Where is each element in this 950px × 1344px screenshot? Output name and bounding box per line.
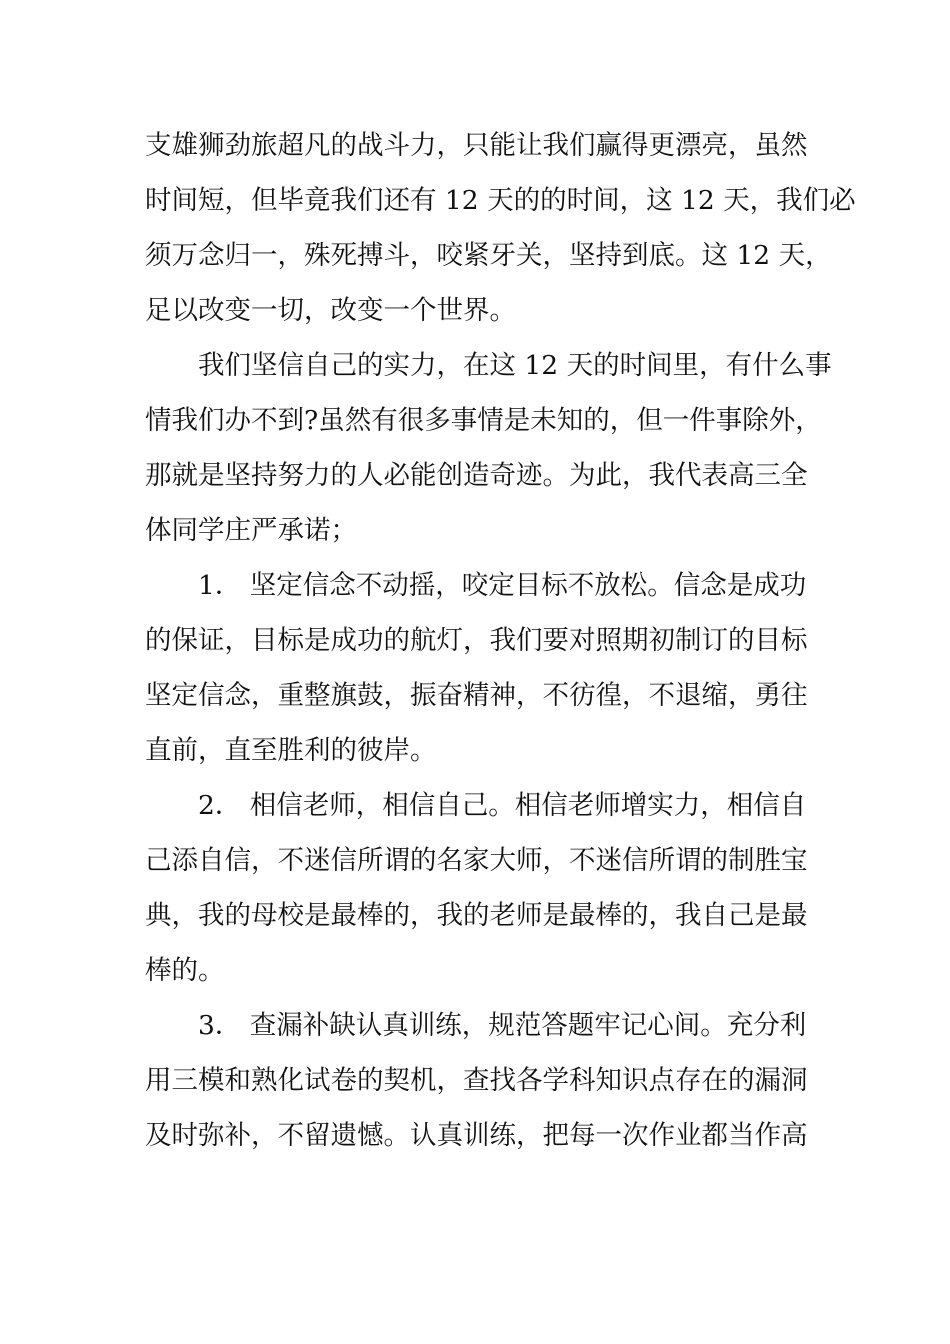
- paragraph-line: 支雄狮劲旅超凡的战斗力，只能让我们赢得更漂亮，虽然: [145, 130, 808, 161]
- paragraph-line: 3． 查漏补缺认真训练，规范答题牢记心间。充分利: [198, 1010, 807, 1041]
- paragraph-line: 情我们办不到?虽然有很多事情是未知的，但一件事除外，: [145, 405, 822, 436]
- paragraph-line: 足以改变一切，改变一个世界。: [145, 295, 516, 326]
- paragraph-line: 须万念归一，殊死搏斗，咬紧牙关，坚持到底。这 12 天，: [145, 240, 832, 271]
- paragraph-line: 体同学庄严承诺；: [145, 515, 357, 546]
- paragraph-5: [145, 998, 807, 1163]
- paragraph-line: 坚定信念，重整旗鼓，振奋精神，不彷徨，不退缩，勇往: [145, 680, 808, 711]
- paragraph-3: [145, 558, 807, 778]
- paragraph-line: 用三模和熟化试卷的契机，查找各学科知识点存在的漏洞: [145, 1065, 808, 1096]
- paragraph-4: [145, 778, 807, 998]
- paragraph-line: 2． 相信老师，相信自己。相信老师增实力，相信自: [198, 790, 807, 821]
- paragraph-line: 那就是坚持努力的人必能创造奇迹。为此，我代表高三全: [145, 460, 808, 491]
- paragraph-line: 的保证，目标是成功的航灯，我们要对照期初制订的目标: [145, 625, 808, 656]
- paragraph-2: [145, 338, 832, 558]
- paragraph-line: 1． 坚定信念不动摇，咬定目标不放松。信念是成功: [198, 570, 807, 601]
- paragraph-line: 及时弥补，不留遗憾。认真训练，把每一次作业都当作高: [145, 1120, 808, 1151]
- paragraph-1: [145, 118, 856, 338]
- document-body: [145, 118, 856, 1163]
- paragraph-line: 己添自信，不迷信所谓的名家大师，不迷信所谓的制胜宝: [145, 845, 808, 876]
- paragraph-line: 直前，直至胜利的彼岸。: [145, 735, 437, 766]
- paragraph-line: 棒的。: [145, 955, 225, 986]
- paragraph-line: 时间短，但毕竟我们还有 12 天的的时间，这 12 天，我们必: [145, 185, 856, 216]
- paragraph-line: 我们坚信自己的实力，在这 12 天的时间里，有什么事: [198, 350, 832, 381]
- paragraph-line: 典，我的母校是最棒的，我的老师是最棒的，我自己是最: [145, 900, 808, 931]
